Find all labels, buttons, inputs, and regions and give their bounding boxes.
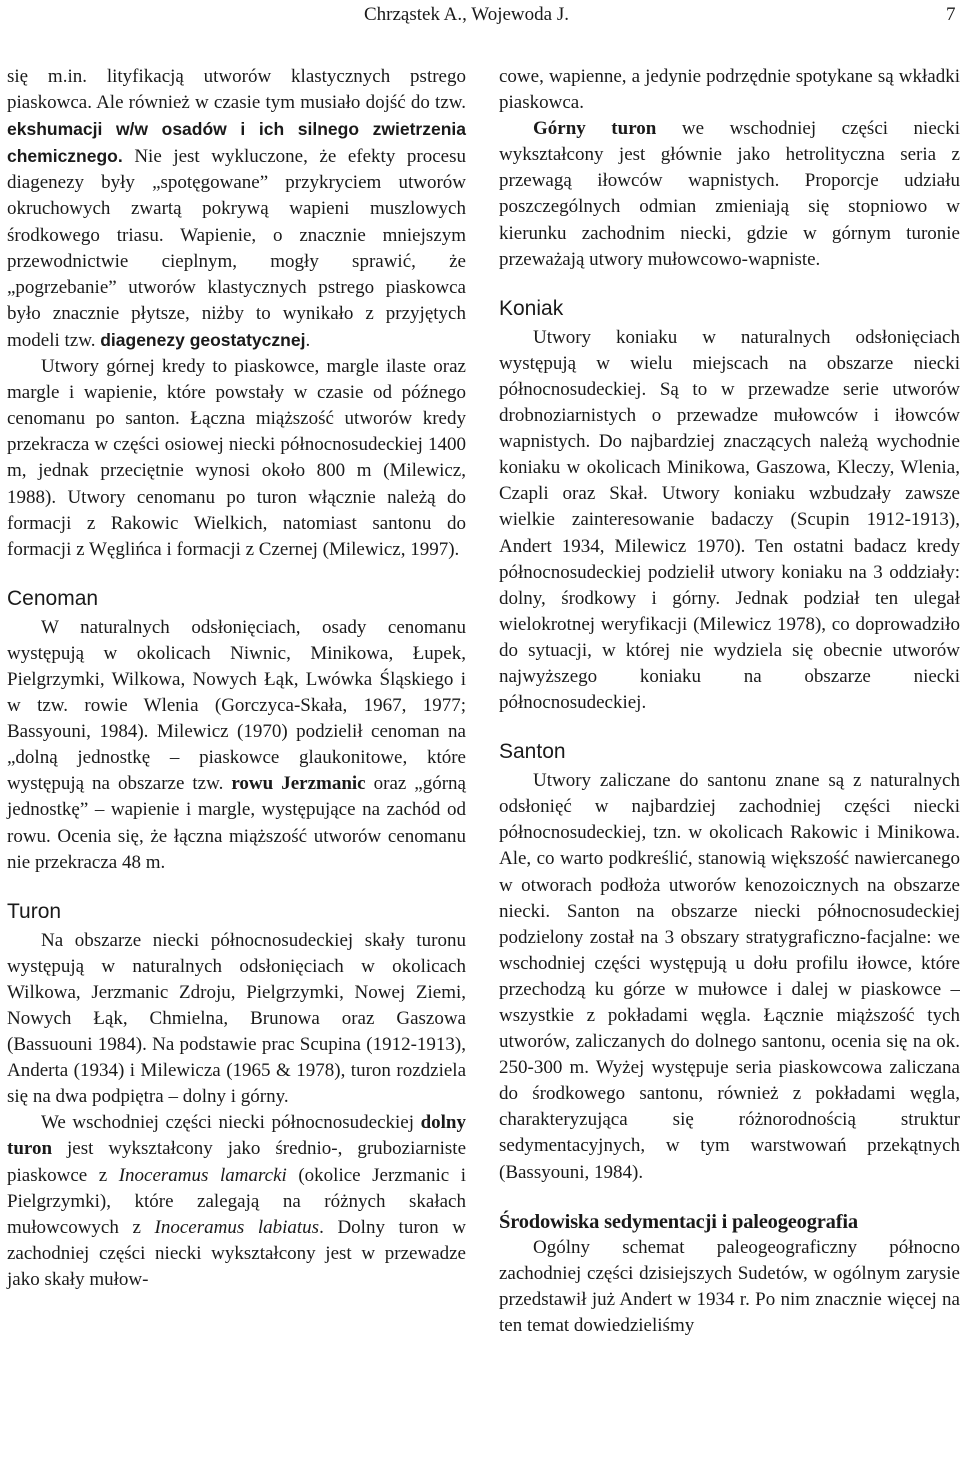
heading-srodowiska-sedymentacji: Środowiska sedymentacji i paleogeografia bbox=[499, 1210, 858, 1233]
text-run: . bbox=[305, 329, 311, 351]
paragraph-dolny-turon bbox=[7, 1110, 466, 1293]
paragraph-diagenesis bbox=[7, 64, 466, 354]
text-run: się m.in. lityfikacją utworów klastycznych pstrego piaskowca. Ale również w czasie tym musiało dojść do tzw. bbox=[7, 66, 466, 114]
paragraph-turon-continued: cowe, wapienne, a jedynie podrzędnie spotykane są wkładki piaskowca. bbox=[499, 66, 960, 114]
heading-koniak: Koniak bbox=[499, 296, 564, 320]
running-head-authors: Chrząstek A., Wojewoda J. bbox=[364, 4, 569, 25]
term-gorny-turon: Górny turon bbox=[533, 118, 657, 140]
paragraph-cenoman bbox=[7, 615, 466, 876]
term-dolny-turon: dolny turon bbox=[7, 1112, 466, 1160]
term-diagenezy-geostatycznej: diagenezy geostatycznej bbox=[100, 329, 306, 350]
left-column bbox=[7, 64, 466, 1293]
paragraph-gorny-turon bbox=[499, 116, 960, 273]
term-ekshumacja: ekshumacji w/w osadów i ich silnego zwietrzenia chemicznego. bbox=[7, 119, 466, 167]
text-run: Nie jest wykluczone, że efekty procesu diagenezy były „spotęgowane” przykryciem utworów okruchowych zwartą pokrywą wapieni muszlowych środkowego triasu. Wapienie, o znacznie mniejszym przewodnictwie cieplnym, mogły sprawić, że „pogrzebanie” utworów klastycznych pstrego piaskowca było znacznie płytsze, niżby to wynikało z przyjętych modeli tzw. bbox=[7, 146, 466, 351]
paragraph-paleogeografia: Ogólny schemat paleogeograficzny północno zachodniej części dzisiejszych Sudetów, w ogólnym zarysie przedstawił już Andert w 1934 r. Po nim znacznie więcej na ten temat dowiedzieliśmy bbox=[499, 1236, 960, 1336]
species-name: Inoceramus lamarcki bbox=[118, 1164, 287, 1186]
text-run: . Dolny turon w zachodniej części niecki wykształcony jest w przewadze jako skały mułow- bbox=[7, 1216, 466, 1290]
page-number: 7 bbox=[946, 4, 956, 25]
text-run: W naturalnych odsłonięciach, osady cenomanu występują w okolicach Niwnic, Minikowa, Łupek, Pielgrzymki, Wilkowa, Nowych Łąk, Lwówka Śląskiego i w tzw. rowie Wlenia (Gorczyca-Skała, 1967, 1977; Bassyouni, 1984). Milewicz (1970) podzielił cenoman na „dolną jednostkę – piaskowce glaukonitowe, które występują na obszarze tzw. bbox=[7, 616, 466, 795]
text-run: (okolice Jerzmanic i Pielgrzymki), które zalegają na różnych skałach mułowcowych z bbox=[7, 1164, 466, 1238]
text-run: we wschodniej części niecki wykształcony jest głównie jako hetrolityczna seria z przewagą iłowców wapnistych. Proporcje udziału poszczególnych odmian zmieniają się stopniowo w kierunku zachodnim niecki, gdzie w górnym turonie przeważają utwory mułowcowo-wapniste. bbox=[499, 118, 960, 270]
heading-santon: Santon bbox=[499, 740, 566, 764]
text-run: oraz „górną jednostkę” – wapienie i margle, występujące na zachód od rowu. Ocenia się, że łączna miąższość utworów cenomanu nie przekracza 48 m. bbox=[7, 773, 466, 873]
text-run: jest wykształcony jako średnio-, gruboziarniste piaskowce z bbox=[7, 1138, 466, 1186]
heading-turon: Turon bbox=[7, 899, 62, 923]
paragraph-koniak: Utwory koniaku w naturalnych odsłonięciach występują w wielu miejscach na obszarze niecki północnosudeckiej. Są to w przewadze serie utworów drobnoziarnistych o przewadze mułowców i iłowców wapnistych. Do najbardziej znaczących należą wychodnie koniaku w okolicach Minikowa, Gaszowa, Kleczy, Wlenia, Czapli oraz Skał. Utwory koniaku wzbudzały zawsze wielkie zainteresowanie badaczy (Scupin 1912-1913), Andert 1934, Milewicz 1970). Ten ostatni badacz kredy północnosudeckiej podzielił utwory koniaku na 3 oddziały: dolny, środkowy i górny. Jednak podział ten ulegał wielokrotnej weryfikacji (Milewicz 1978), co doprowadziło do sytuacji, w której nie wydziela się obecnie utworów najwyższego koniaku na obszarze niecki północnosudeckiej. bbox=[499, 326, 960, 714]
term-rowu-jerzmanic: rowu Jerzmanic bbox=[231, 773, 366, 795]
right-column bbox=[499, 64, 960, 1339]
text-run: We wschodniej części niecki północnosudeckiej bbox=[41, 1112, 421, 1134]
species-name: Inoceramus labiatus bbox=[154, 1216, 320, 1238]
running-head bbox=[0, 4, 960, 34]
paragraph-turon: Na obszarze niecki północnosudeckiej skały turonu występują w naturalnych odsłonięciach w okolicach Wilkowa, Jerzmanic Zdroju, Pielgrzymki, Nowej Ziemi, Nowych Łąk, Chmielna, Brunowa oraz Gaszowa (Bassuouni 1984). Na podstawie prac Scupina (1912-1913), Anderta (1934) i Milewicza (1965 & 1978), turon rozdziela się na dwa podpiętra – dolny i górny. bbox=[7, 929, 466, 1108]
paragraph-upper-cretaceous: Utwory górnej kredy to piaskowce, margle ilaste oraz margle i wapienie, które powstały w czasie od późnego cenomanu po santon. Łączna miąższość utworów kredy przekracza w części osiowej niecki północnosudeckiej 1400 m, jednak przeciętnie wynosi około 800 m (Milewicz, 1988). Utwory cenomanu po turon włącznie należą do formacji z Rakowic Wielkich, natomiast santonu do formacji z Węglińca i formacji z Czernej (Milewicz, 1997). bbox=[7, 356, 466, 560]
heading-cenoman: Cenoman bbox=[7, 586, 99, 610]
paragraph-santon: Utwory zaliczane do santonu znane są z naturalnych odsłonięć w najbardziej zachodniej części niecki północnosudeckiej, tzn. w okolicach Rakowic i Minikowa. Ale, co warto podkreślić, stanowią większość nawiercanego w otworach podłoża utworów kenozoicznych na obszarze niecki. Santon na obszarze niecki północnosudeckiej podzielony został na 3 obszary stratygraficzno-facjalne: we wschodniej części występują u dołu profilu iłowce, które przechodzą ku górze w mułowce i dalej w piaskowce – wszystkie z pokładami węgla. Łącznie miąższość tych utworów, zaliczanych do dolnego santonu, ocenia się na ok. 250-300 m. Wyżej występuje seria piaskowcowa zaliczana do środkowego santonu, również z pokładami węgla, charakteryzująca się różnorodnością struktur sedymentacyjnych, w tym warstwowań przekątnych (Bassyouni, 1984). bbox=[499, 770, 960, 1183]
